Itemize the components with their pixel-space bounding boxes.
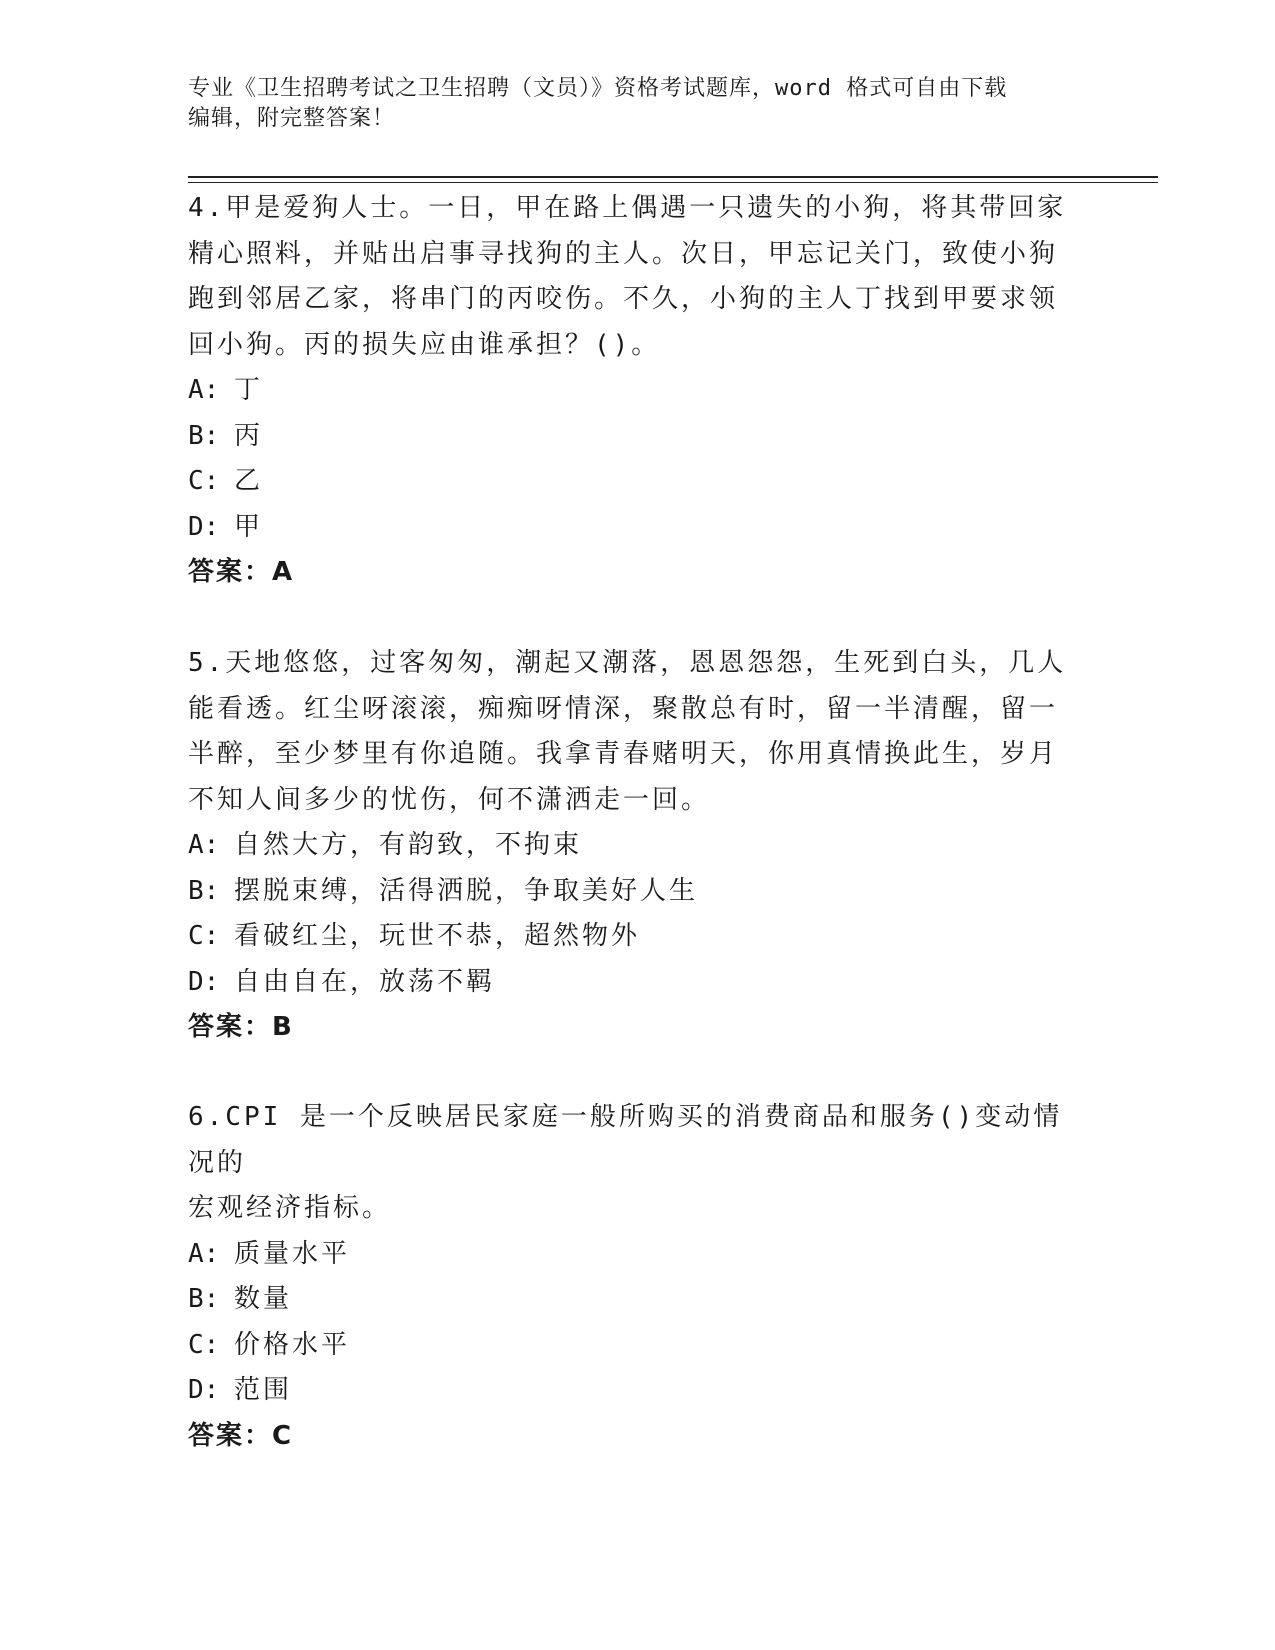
option-letter: D:	[188, 511, 220, 542]
option-letter: B:	[188, 875, 220, 906]
question-stem-line: 能看透。红尘呀滚滚，痴痴呀情深，聚散总有时，留一半清醒，留一	[188, 693, 1059, 724]
option-d	[188, 1368, 1088, 1414]
option-letter: D:	[188, 966, 220, 997]
answer-line: 答案：A	[188, 557, 295, 587]
option-a	[188, 368, 1088, 414]
option-text: 丙	[234, 420, 264, 451]
option-letter: C:	[188, 921, 220, 951]
question-4	[188, 186, 1088, 596]
question-5	[188, 641, 1088, 1051]
question-stem-line: 4.甲是爱狗人士。一日，甲在路上偶遇一只遗失的小狗，将其带回家	[188, 193, 1067, 223]
header-line-1: 专业《卫生招聘考试之卫生招聘（文员）》资格考试题库，word 格式可自由下载	[188, 76, 1008, 101]
question-6	[188, 1095, 1088, 1459]
option-text: 质量水平	[234, 1238, 351, 1269]
option-letter: A:	[188, 375, 220, 405]
option-c	[188, 914, 1088, 960]
question-stem-line: 跑到邻居乙家，将串门的丙咬伤。不久，小狗的主人丁找到甲要求领	[188, 284, 1059, 314]
option-text: 价格水平	[234, 1329, 351, 1360]
option-c	[188, 1323, 1088, 1369]
option-letter: A:	[188, 830, 220, 860]
option-text: 自然大方，有韵致，不拘束	[234, 830, 583, 860]
option-text: 甲	[234, 511, 264, 542]
option-text: 范围	[234, 1375, 293, 1405]
option-a	[188, 823, 1088, 869]
option-text: 乙	[234, 466, 264, 496]
question-stem-line: 宏观经济指标。	[188, 1193, 392, 1223]
header-line-2: 编辑，附完整答案！	[188, 106, 396, 131]
option-letter: A:	[188, 1238, 220, 1269]
option-text: 摆脱束缚，活得洒脱，争取美好人生	[234, 875, 699, 906]
option-text: 丁	[234, 375, 264, 405]
option-b	[188, 1277, 1088, 1323]
question-stem-line: 精心照料，并贴出启事寻找狗的主人。次日，甲忘记关门，致使小狗	[188, 238, 1059, 269]
question-stem-line: 5.天地悠悠，过客匆匆，潮起又潮落，恩恩怨怨，生死到白头，几人	[188, 648, 1067, 678]
question-stem-line: 半醉，至少梦里有你追随。我拿青春赌明天，你用真情换此生，岁月	[188, 739, 1059, 769]
option-text: 看破红尘，玩世不恭，超然物外	[234, 921, 641, 951]
option-text: 数量	[234, 1284, 293, 1314]
question-stem-line: 回小狗。丙的损失应由谁承担？()。	[188, 329, 661, 360]
option-b	[188, 414, 1088, 460]
option-letter: C:	[188, 1329, 220, 1360]
option-a	[188, 1232, 1088, 1278]
option-d	[188, 960, 1088, 1006]
option-b	[188, 869, 1088, 915]
document-header	[188, 74, 1088, 134]
option-text: 自由自在，放荡不羁	[234, 966, 496, 997]
answer-line: 答案：B	[188, 1012, 294, 1042]
option-letter: B:	[188, 420, 220, 451]
option-d	[188, 505, 1088, 551]
option-letter: B:	[188, 1284, 220, 1314]
header-divider-thick	[188, 176, 1158, 178]
option-c	[188, 459, 1088, 505]
header-divider-thin	[188, 182, 1158, 183]
question-stem-line: 不知人间多少的忧伤，何不潇洒走一回。	[188, 784, 711, 815]
question-stem-line: 6.CPI 是一个反映居民家庭一般所购买的消费商品和服务()变动情况的	[188, 1102, 1063, 1178]
option-letter: C:	[188, 466, 220, 496]
answer-line: 答案：C	[188, 1420, 294, 1451]
option-letter: D:	[188, 1375, 220, 1405]
